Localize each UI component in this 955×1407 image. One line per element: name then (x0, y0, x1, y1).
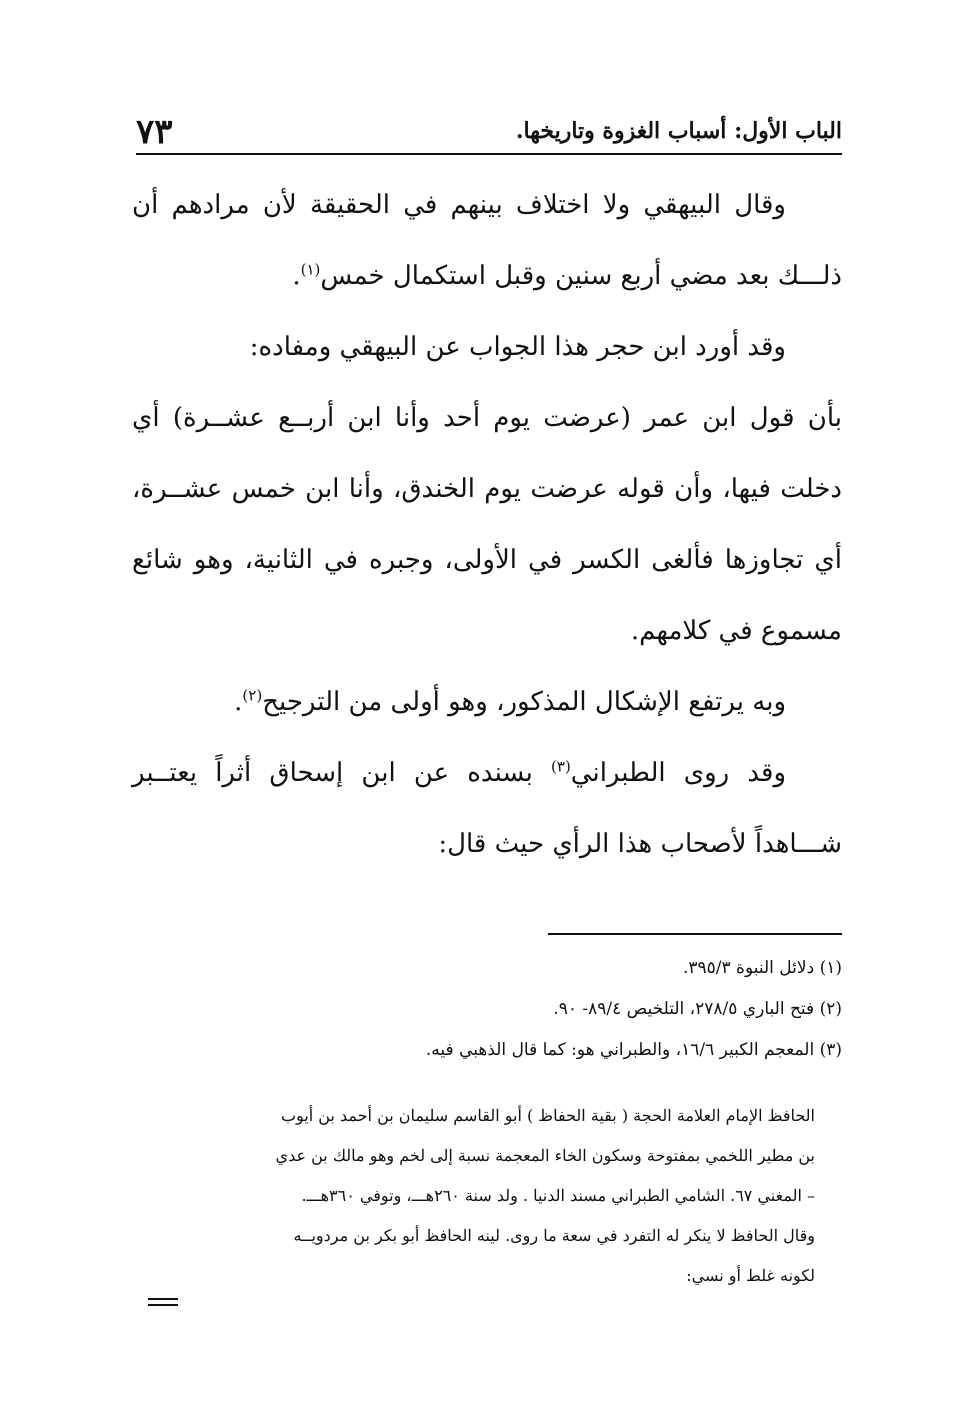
paragraph-3: بأن قول ابن عمر (عرضت يوم أحد وأنا ابن أربــع عشــرة) أي دخلت فيها، وأن قوله عرضت يوم الخندق، وأنا ابن خمس عشــرة، أي تجاوزها فألغى الكسر في الأولى، وجبره في الثانية، وهو شائع مسموع في كلامهم. (132, 403, 843, 646)
footnote-2: (٢) فتح الباري ٢٧٨/٥، التلخيص ٨٩/٤- ٩٠. (553, 999, 842, 1019)
footnote-divider (548, 933, 842, 935)
paragraph-5-text: بسنده عن ابن إسحاق أثراً يعتــبر شـــاهداً لأصحاب هذا الرأي حيث قال: (132, 758, 842, 859)
paragraph-4 (132, 667, 842, 738)
footnote-3: (٣) المعجم الكبير ١٦/٦، والطبراني هو: كما قال الذهبي فيه. (425, 1040, 842, 1060)
paragraph-1-end: . (292, 261, 301, 291)
paragraph-5-start: وقد روى الطبراني (570, 758, 786, 788)
main-text (132, 170, 842, 880)
paragraph-1-text: وقال البيهقي ولا اختلاف بينهم في الحقيقة لأن مرادهم أن ذلـــك بعد مضي أربع سنين وقبل استكمال خمس (132, 190, 842, 291)
footnote-3-biography (145, 1096, 815, 1296)
page-number: ٧٣ (136, 112, 173, 152)
footnote-1: (١) دلائل النبوة ٣٩٥/٣. (682, 958, 842, 978)
bio-line-5: لكونه غلط أو نسي: (686, 1266, 815, 1285)
bio-line-2: بن مطير اللخمي بمفتوحة وسكون الخاء المعجمة نسبة إلى لخم وهو مالك بن عدي (275, 1146, 815, 1165)
footnotes (145, 948, 842, 1071)
footnote-ref-3: (٣) (551, 757, 571, 776)
footnote-ref-2: (٢) (242, 686, 263, 705)
paragraph-2: وقد أورد ابن حجر هذا الجواب عن البيهقي ومفاده: (249, 332, 786, 362)
paragraph-4-text: وبه يرتفع الإشكال المذكور، وهو أولى من الترجيح (262, 687, 786, 717)
paragraph-5 (132, 738, 842, 880)
bio-line-1: الحافظ الإمام العلامة الحجة ( بقية الحفاظ ) أبو القاسم سليمان بن أحمد بن أيوب (280, 1106, 815, 1125)
paragraph-1 (132, 170, 842, 312)
paragraph-4-end: . (234, 687, 243, 717)
continuation-mark (148, 1298, 178, 1308)
bio-line-4: وقال الحافظ لا ينكر له التفرد في سعة ما روى. لينه الحافظ أبو بكر بن مردويــه (293, 1226, 815, 1245)
bio-line-3: – المغني ٦٧. الشامي الطبراني مسند الدنيا . ولد سنة ٢٦٠هـــ، وتوفي ٣٦٠هـــ. (301, 1186, 815, 1205)
running-header (136, 112, 842, 152)
header-divider (136, 153, 842, 155)
footnote-ref-1: (١) (300, 260, 321, 279)
chapter-title: الباب الأول: أسباب الغزوة وتاريخها. (515, 118, 842, 144)
